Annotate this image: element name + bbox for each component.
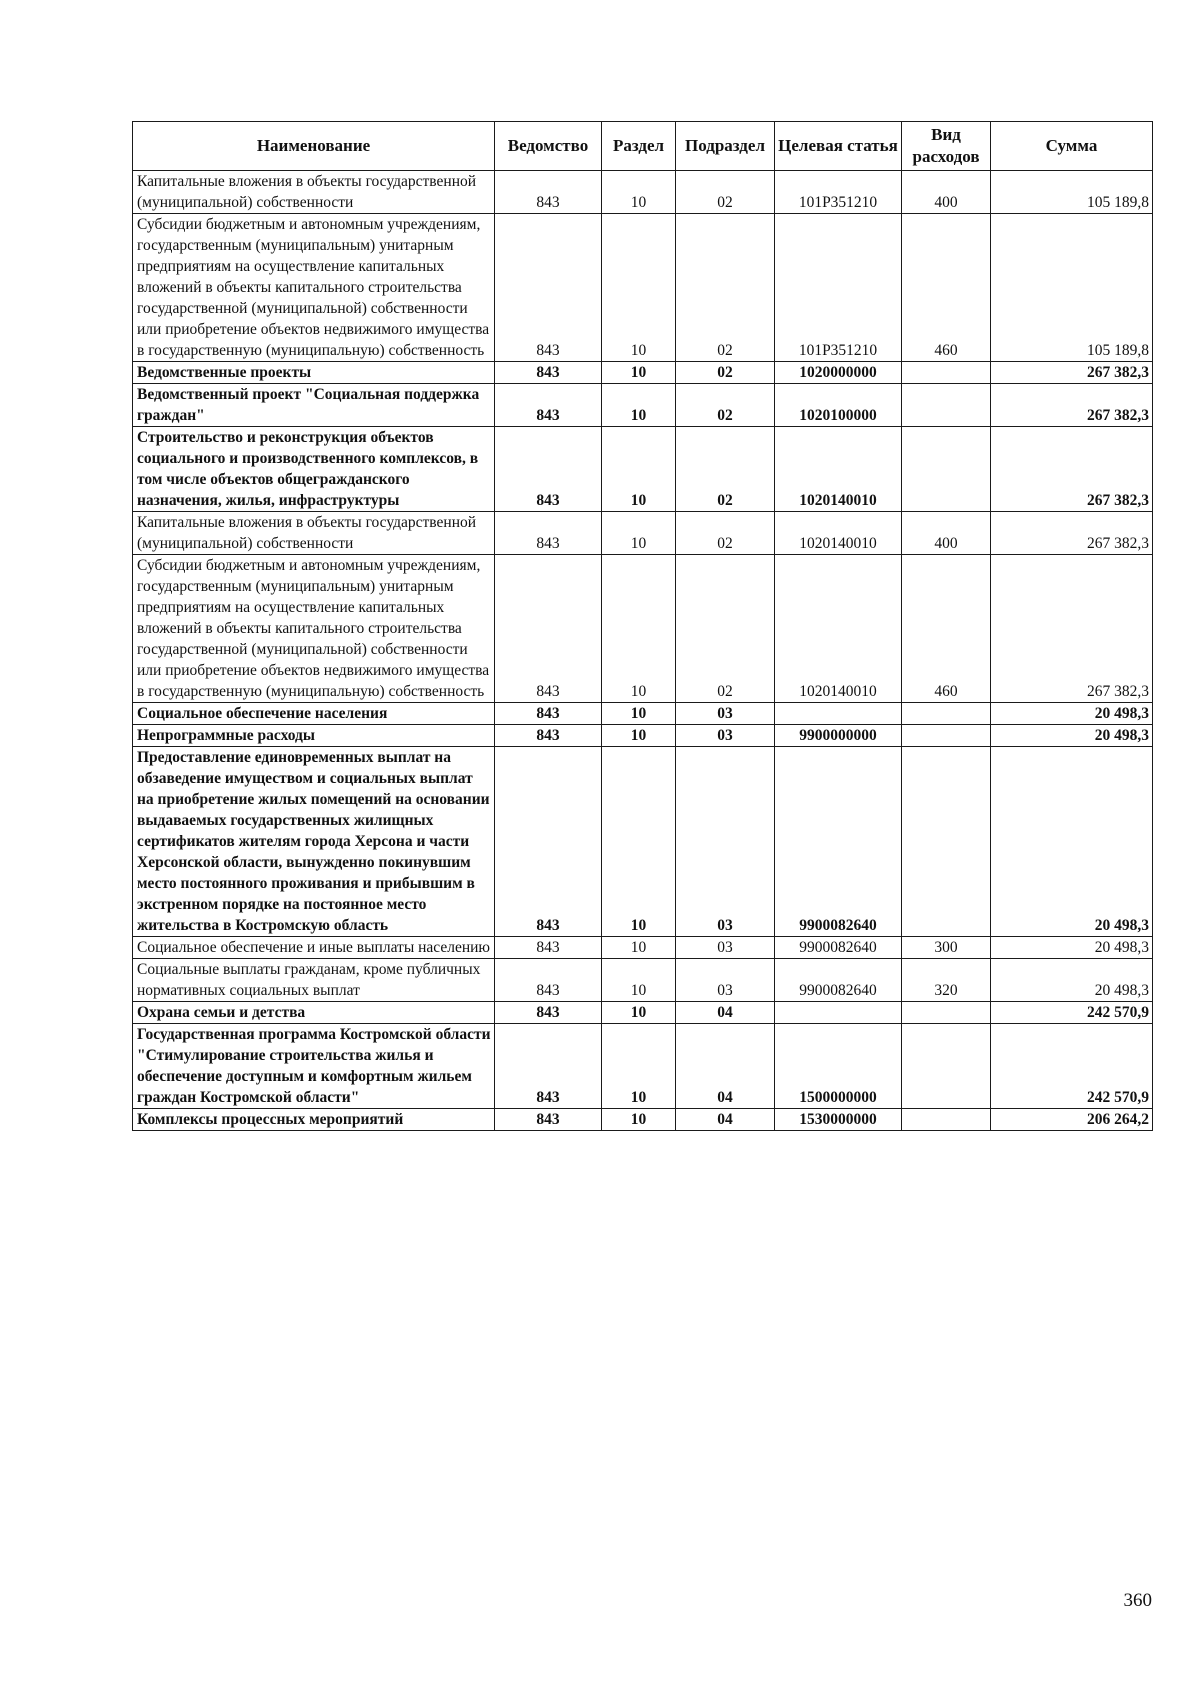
cell-vid-rashodov: [902, 1109, 991, 1131]
cell-razdel: 10: [602, 747, 676, 937]
cell-vid-rashodov: 460: [902, 214, 991, 362]
cell-celevaya-statya: 1020000000: [775, 362, 902, 384]
cell-summa: 242 570,9: [991, 1024, 1153, 1109]
table-row: [133, 427, 1153, 512]
cell-summa: 20 498,3: [991, 959, 1153, 1002]
cell-vedomstvo: 843: [495, 937, 602, 959]
cell-vedomstvo: 843: [495, 362, 602, 384]
cell-name: Социальное обеспечение населения: [133, 703, 495, 725]
cell-celevaya-statya: [775, 1002, 902, 1024]
cell-vid-rashodov: [902, 1002, 991, 1024]
cell-podrazdel: 03: [676, 959, 775, 1002]
cell-podrazdel: 02: [676, 427, 775, 512]
cell-vid-rashodov: [902, 747, 991, 937]
cell-vid-rashodov: 320: [902, 959, 991, 1002]
cell-razdel: 10: [602, 427, 676, 512]
table-row: [133, 937, 1153, 959]
column-header-vid-rashodov: Вид расходов: [902, 122, 991, 171]
cell-celevaya-statya: [775, 703, 902, 725]
cell-summa: 105 189,8: [991, 214, 1153, 362]
cell-celevaya-statya: 1020100000: [775, 384, 902, 427]
cell-vedomstvo: 843: [495, 959, 602, 1002]
table-row: [133, 171, 1153, 214]
cell-vedomstvo: 843: [495, 555, 602, 703]
table-body: [133, 171, 1153, 1131]
cell-summa: 267 382,3: [991, 512, 1153, 555]
cell-podrazdel: 02: [676, 362, 775, 384]
cell-celevaya-statya: 9900082640: [775, 959, 902, 1002]
cell-razdel: 10: [602, 214, 676, 362]
cell-vid-rashodov: 400: [902, 171, 991, 214]
cell-podrazdel: 02: [676, 384, 775, 427]
cell-celevaya-statya: 101P351210: [775, 171, 902, 214]
cell-podrazdel: 04: [676, 1109, 775, 1131]
table-header-row: [133, 122, 1153, 171]
table-row: [133, 214, 1153, 362]
cell-vedomstvo: 843: [495, 427, 602, 512]
cell-name: Государственная программа Костромской области "Стимулирование строительства жилья и обеспечение доступным и комфортным жильем граждан Костромской области": [133, 1024, 495, 1109]
cell-summa: 267 382,3: [991, 384, 1153, 427]
cell-vedomstvo: 843: [495, 1024, 602, 1109]
cell-summa: 267 382,3: [991, 362, 1153, 384]
cell-vid-rashodov: [902, 427, 991, 512]
cell-vedomstvo: 843: [495, 384, 602, 427]
cell-razdel: 10: [602, 171, 676, 214]
table-row: [133, 362, 1153, 384]
budget-table: [132, 121, 1153, 1131]
page-number: 360: [1123, 1590, 1152, 1611]
cell-podrazdel: 02: [676, 171, 775, 214]
table-row: [133, 512, 1153, 555]
cell-summa: 20 498,3: [991, 725, 1153, 747]
cell-vid-rashodov: [902, 1024, 991, 1109]
cell-celevaya-statya: 1020140010: [775, 427, 902, 512]
cell-name: Строительство и реконструкция объектов социального и производственного комплексов, в том числе объектов общегражданского назначения, жилья, инфраструктуры: [133, 427, 495, 512]
cell-summa: 267 382,3: [991, 555, 1153, 703]
cell-razdel: 10: [602, 703, 676, 725]
cell-celevaya-statya: 101P351210: [775, 214, 902, 362]
table-row: [133, 1024, 1153, 1109]
cell-summa: 20 498,3: [991, 937, 1153, 959]
column-header-name: Наименование: [133, 122, 495, 171]
table-row: [133, 1109, 1153, 1131]
cell-name: Субсидии бюджетным и автономным учреждениям, государственным (муниципальным) унитарным предприятиям на осуществление капитальных вложений в объекты капитального строительства государственной (муниципальной) собственности или приобретение объектов недвижимого имущества в государственную (муниципальную) собственность: [133, 555, 495, 703]
cell-razdel: 10: [602, 725, 676, 747]
cell-vedomstvo: 843: [495, 171, 602, 214]
cell-celevaya-statya: 1020140010: [775, 555, 902, 703]
cell-summa: 20 498,3: [991, 703, 1153, 725]
cell-vedomstvo: 843: [495, 214, 602, 362]
cell-name: Социальное обеспечение и иные выплаты населению: [133, 937, 495, 959]
table-row: [133, 1002, 1153, 1024]
cell-vid-rashodov: 460: [902, 555, 991, 703]
cell-summa: 20 498,3: [991, 747, 1153, 937]
cell-podrazdel: 04: [676, 1002, 775, 1024]
cell-podrazdel: 02: [676, 512, 775, 555]
cell-razdel: 10: [602, 937, 676, 959]
cell-name: Ведомственные проекты: [133, 362, 495, 384]
cell-name: Субсидии бюджетным и автономным учреждениям, государственным (муниципальным) унитарным предприятиям на осуществление капитальных вложений в объекты капитального строительства государственной (муниципальной) собственности или приобретение объектов недвижимого имущества в государственную (муниципальную) собственность: [133, 214, 495, 362]
cell-vedomstvo: 843: [495, 512, 602, 555]
cell-podrazdel: 04: [676, 1024, 775, 1109]
cell-vid-rashodov: [902, 703, 991, 725]
cell-celevaya-statya: 1020140010: [775, 512, 902, 555]
cell-razdel: 10: [602, 1109, 676, 1131]
cell-razdel: 10: [602, 555, 676, 703]
cell-podrazdel: 03: [676, 747, 775, 937]
cell-vedomstvo: 843: [495, 1002, 602, 1024]
cell-name: Охрана семьи и детства: [133, 1002, 495, 1024]
column-header-celevaya-statya: Целевая статья: [775, 122, 902, 171]
cell-vid-rashodov: [902, 725, 991, 747]
cell-razdel: 10: [602, 959, 676, 1002]
cell-summa: 206 264,2: [991, 1109, 1153, 1131]
cell-name: Комплексы процессных мероприятий: [133, 1109, 495, 1131]
cell-vid-rashodov: [902, 362, 991, 384]
cell-summa: 105 189,8: [991, 171, 1153, 214]
column-header-vedomstvo: Ведомство: [495, 122, 602, 171]
cell-podrazdel: 02: [676, 214, 775, 362]
cell-name: Ведомственный проект "Социальная поддержка граждан": [133, 384, 495, 427]
table-row: [133, 703, 1153, 725]
column-header-summa: Сумма: [991, 122, 1153, 171]
cell-vedomstvo: 843: [495, 725, 602, 747]
column-header-podrazdel: Подраздел: [676, 122, 775, 171]
cell-name: Непрограммные расходы: [133, 725, 495, 747]
cell-razdel: 10: [602, 1024, 676, 1109]
table-row: [133, 384, 1153, 427]
cell-vid-rashodov: [902, 384, 991, 427]
cell-celevaya-statya: 9900082640: [775, 747, 902, 937]
cell-vedomstvo: 843: [495, 703, 602, 725]
cell-razdel: 10: [602, 1002, 676, 1024]
cell-razdel: 10: [602, 512, 676, 555]
cell-vedomstvo: 843: [495, 747, 602, 937]
cell-podrazdel: 03: [676, 725, 775, 747]
table-row: [133, 959, 1153, 1002]
cell-name: Капитальные вложения в объекты государственной (муниципальной) собственности: [133, 171, 495, 214]
cell-podrazdel: 02: [676, 555, 775, 703]
cell-vid-rashodov: 300: [902, 937, 991, 959]
cell-name: Предоставление единовременных выплат на обзаведение имуществом и социальных выплат на приобретение жилых помещений на основании выдаваемых государственных жилищных сертификатов жителям города Херсона и части Херсонской области, вынужденно покинувшим место постоянного проживания и прибывшим в экстренном порядке на постоянное место жительства в Костромскую область: [133, 747, 495, 937]
cell-name: Капитальные вложения в объекты государственной (муниципальной) собственности: [133, 512, 495, 555]
cell-celevaya-statya: 9900000000: [775, 725, 902, 747]
cell-summa: 267 382,3: [991, 427, 1153, 512]
cell-razdel: 10: [602, 362, 676, 384]
column-header-razdel: Раздел: [602, 122, 676, 171]
cell-name: Социальные выплаты гражданам, кроме публичных нормативных социальных выплат: [133, 959, 495, 1002]
table-row: [133, 747, 1153, 937]
table-row: [133, 725, 1153, 747]
cell-summa: 242 570,9: [991, 1002, 1153, 1024]
cell-celevaya-statya: 1500000000: [775, 1024, 902, 1109]
cell-vid-rashodov: 400: [902, 512, 991, 555]
cell-podrazdel: 03: [676, 937, 775, 959]
cell-razdel: 10: [602, 384, 676, 427]
cell-celevaya-statya: 1530000000: [775, 1109, 902, 1131]
cell-vedomstvo: 843: [495, 1109, 602, 1131]
cell-podrazdel: 03: [676, 703, 775, 725]
cell-celevaya-statya: 9900082640: [775, 937, 902, 959]
table-row: [133, 555, 1153, 703]
